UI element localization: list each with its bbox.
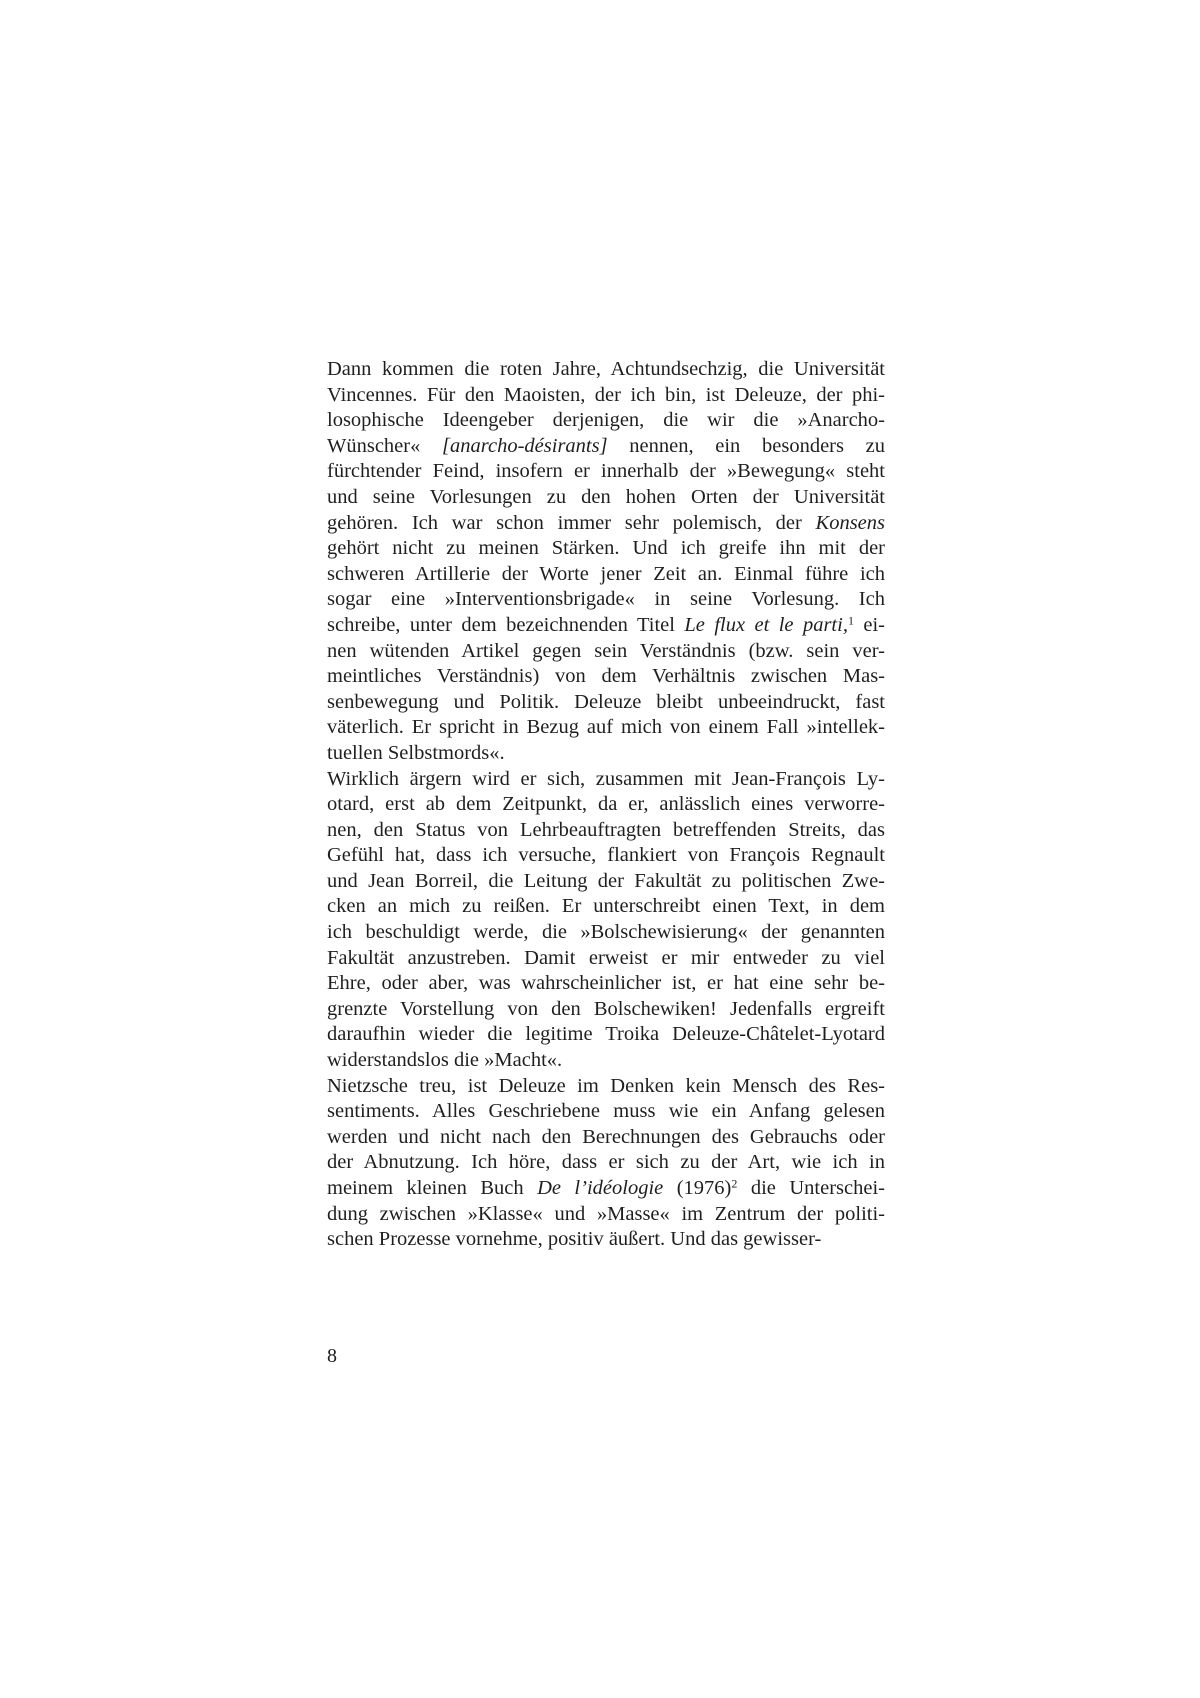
text-line [327, 511, 885, 537]
text-line [327, 613, 885, 639]
text-segment: tuellen Selbstmords«. [327, 741, 505, 764]
text-segment: senbewegung und Politik. Deleuze bleibt unbeeindruckt, fast [327, 690, 885, 713]
italic-text: [anarcho-désirants] [442, 434, 608, 457]
text-segment: sogar eine »Interventionsbrigade« in seine Vorlesung. Ich [327, 588, 885, 611]
text-line [327, 1125, 885, 1151]
text-segment: und Jean Borreil, die Leitung der Fakultät zu politischen Zwe- [327, 869, 885, 892]
text-segment: Gefühl hat, dass ich versuche, flankiert von François Regnault [327, 844, 885, 867]
paragraph [327, 357, 885, 767]
text-line [327, 357, 885, 383]
text-segment: schweren Artillerie der Worte jener Zeit an. Einmal führe ich [327, 562, 885, 585]
text-line [327, 664, 885, 690]
text-line [327, 997, 885, 1023]
text-line [327, 408, 885, 434]
text-line [327, 1202, 885, 1228]
text-line [327, 1099, 885, 1125]
text-segment: otard, erst ab dem Zeitpunkt, da er, anlässlich eines verworre- [327, 793, 885, 816]
italic-text: Konsens [815, 511, 885, 534]
page-number: 8 [327, 1345, 337, 1367]
text-line [327, 1176, 885, 1202]
text-line [327, 562, 885, 588]
text-segment: die Unterschei- [737, 1177, 885, 1199]
text-segment: nen, den Status von Lehrbeauftragten betreffenden Streits, das [327, 818, 885, 841]
text-line [327, 894, 885, 920]
text-segment: Fakultät anzustreben. Damit erweist er mir entweder zu viel [327, 946, 885, 969]
text-line [327, 741, 885, 767]
text-line [327, 1150, 885, 1176]
text-line [327, 1227, 885, 1253]
text-segment: sentiments. Alles Geschriebene muss wie ein Anfang gelesen [327, 1100, 885, 1123]
text-segment: Ehre, oder aber, was wahrscheinlicher ist, er hat eine sehr be- [327, 972, 885, 995]
text-segment: widerstandslos die »Macht«. [327, 1049, 563, 1072]
text-line [327, 1048, 885, 1074]
text-segment: Wünscher« [327, 434, 443, 457]
text-segment: meintliches Verständnis) von dem Verhältnis zwischen Mas- [327, 665, 885, 688]
text-segment: (1976) [663, 1177, 732, 1199]
text-segment: cken an mich zu reißen. Er unterschreibt einen Text, in dem [327, 895, 885, 918]
text-line [327, 946, 885, 972]
text-segment: väterlich. Er spricht in Bezug auf mich von einem Fall »intellek- [327, 716, 885, 739]
text-line [327, 639, 885, 665]
text-line [327, 869, 885, 895]
text-line [327, 792, 885, 818]
italic-text: Le flux et le parti, [684, 613, 848, 636]
text-segment: ei- [853, 613, 886, 636]
text-line [327, 1022, 885, 1048]
text-line [327, 971, 885, 997]
text-segment: gehören. Ich war schon immer sehr polemisch, der [327, 511, 816, 534]
text-segment: Wirklich ärgern wird er sich, zusammen mit Jean-François Ly- [327, 767, 885, 790]
text-segment: nennen, ein besonders zu [607, 434, 885, 457]
text-segment: daraufhin wieder die legitime Troika Deleuze-Châtelet-Lyotard [327, 1023, 885, 1046]
text-line [327, 715, 885, 741]
text-line [327, 459, 885, 485]
text-segment: dung zwischen »Klasse« und »Masse« im Zentrum der politi- [327, 1202, 885, 1225]
text-line [327, 434, 885, 460]
footnote-marker: 2 [731, 1176, 738, 1191]
text-segment: gehört nicht zu meinen Stärken. Und ich greife ihn mit der [327, 537, 885, 560]
text-segment: schen Prozesse vornehme, positiv äußert. Und das gewisser- [327, 1228, 822, 1251]
text-segment: und seine Vorlesungen zu den hohen Orten der Universität [327, 485, 885, 508]
italic-text: De l’idéologie [537, 1177, 664, 1199]
paragraph [327, 1074, 885, 1253]
text-segment: Vincennes. Für den Maoisten, der ich bin, ist Deleuze, der phi- [327, 383, 885, 406]
text-segment: meinem kleinen Buch [327, 1177, 538, 1199]
text-segment: werden und nicht nach den Berechnungen des Gebrauchs oder [327, 1125, 885, 1148]
text-line [327, 536, 885, 562]
text-line [327, 485, 885, 511]
text-line [327, 587, 885, 613]
text-line [327, 1074, 885, 1100]
text-line [327, 383, 885, 409]
text-segment: der Abnutzung. Ich höre, dass er sich zu der Art, wie ich in [327, 1151, 885, 1174]
text-segment: Nietzsche treu, ist Deleuze im Denken kein Mensch des Res- [327, 1074, 885, 1097]
text-line [327, 690, 885, 716]
text-segment: Dann kommen die roten Jahre, Achtundsechzig, die Universität [327, 358, 885, 380]
text-line [327, 767, 885, 793]
text-segment: schreibe, unter dem bezeichnenden Titel [327, 613, 685, 636]
paragraph [327, 767, 885, 1074]
text-line [327, 843, 885, 869]
text-segment: fürchtender Feind, insofern er innerhalb der »Bewegung« steht [327, 460, 885, 483]
text-segment: grenzte Vorstellung von den Bolschewiken! Jedenfalls ergreift [327, 997, 885, 1020]
text-segment: losophische Ideengeber derjenigen, die wir die »Anarcho- [327, 409, 885, 432]
body-text [327, 357, 885, 1253]
text-segment: ich beschuldigt werde, die »Bolschewisierung« der genannten [327, 921, 885, 944]
text-segment: nen wütenden Artikel gegen sein Verständnis (bzw. sein ver- [327, 639, 885, 662]
footnote-marker: 1 [847, 613, 854, 628]
text-line [327, 920, 885, 946]
text-line [327, 818, 885, 844]
